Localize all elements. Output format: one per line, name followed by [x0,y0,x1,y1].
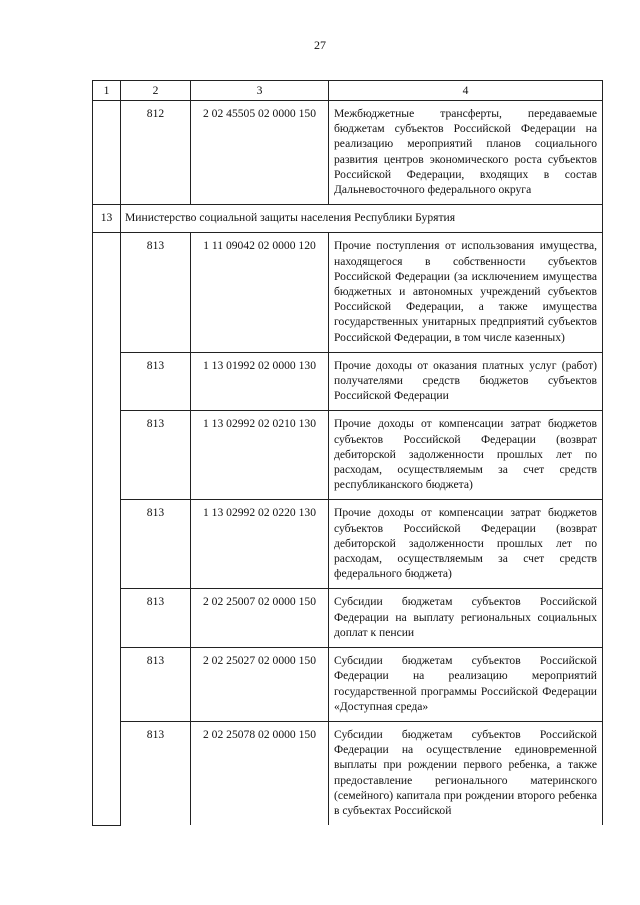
revenue-description-cell: Прочие доходы от оказания платных услуг (работ) получателями средств бюджетов субъектов Российской Федерации [329,352,603,411]
revenue-description-cell: Субсидии бюджетам субъектов Российской Федерации на осуществление единовременной выплаты при рождении первого ребенка, а также предоставление регионального материнского (семейного) капитала при рождении второго ребенка в субъектах Российской [329,721,603,825]
table-row [93,233,603,352]
revenue-code-cell: 1 13 02992 02 0210 130 [191,411,329,500]
admin-code-cell: 813 [121,721,191,825]
admin-code-cell: 812 [121,101,191,205]
admin-code-cell: 813 [121,233,191,352]
revenue-code-cell: 1 13 02992 02 0220 130 [191,500,329,589]
section-number: 13 [93,205,121,233]
revenue-codes-table [92,80,603,826]
section-row [93,205,603,233]
section-title: Министерство социальной защиты населения Республики Бурятия [121,205,603,233]
page-number: 27 [314,38,326,52]
table-row [93,721,603,825]
header-cell-1: 1 [93,81,121,101]
table-row [93,589,603,648]
header-cell-4: 4 [329,81,603,101]
row-number-cell [93,233,121,825]
header-cell-3: 3 [191,81,329,101]
revenue-description-cell: Межбюджетные трансферты, передаваемые бюджетам субъектов Российской Федерации на реализацию мероприятий планов социального развития центров экономического роста субъектов Российской Федерации, входящих в состав Дальневосточного федерального округа [329,101,603,205]
admin-code-cell: 813 [121,648,191,722]
header-cell-2: 2 [121,81,191,101]
revenue-code-cell: 2 02 25027 02 0000 150 [191,648,329,722]
revenue-description-cell: Субсидии бюджетам субъектов Российской Федерации на выплату региональных социальных доплат к пенсии [329,589,603,648]
revenue-description-cell: Прочие поступления от использования имущества, находящегося в собственности субъектов Российской Федерации (за исключением имущества бюджетных и автономных учреждений субъектов Российской Федерации, а также имущества государственных унитарных предприятий субъектов Российской Федерации, в том числе казенных) [329,233,603,352]
revenue-description-cell: Прочие доходы от компенсации затрат бюджетов субъектов Российской Федерации (возврат дебиторской задолженности прошлых лет по расходам, осуществляемым за счет средств федерального бюджета) [329,500,603,589]
table-row [93,352,603,411]
admin-code-cell: 813 [121,411,191,500]
table-row [93,411,603,500]
revenue-description-cell: Субсидии бюджетам субъектов Российской Федерации на реализацию мероприятий государственной программы Российской Федерации «Доступная среда» [329,648,603,722]
revenue-description-cell: Прочие доходы от компенсации затрат бюджетов субъектов Российской Федерации (возврат дебиторской задолженности прошлых лет по расходам, осуществляемым за счет средств республиканского бюджета) [329,411,603,500]
table-row [93,101,603,205]
revenue-code-cell: 2 02 45505 02 0000 150 [191,101,329,205]
table-row [93,648,603,722]
admin-code-cell: 813 [121,589,191,648]
row-number-cell [93,101,121,205]
table-header-row [93,81,603,101]
admin-code-cell: 813 [121,500,191,589]
revenue-code-cell: 1 13 01992 02 0000 130 [191,352,329,411]
revenue-code-cell: 2 02 25078 02 0000 150 [191,721,329,825]
revenue-code-cell: 2 02 25007 02 0000 150 [191,589,329,648]
table-row [93,500,603,589]
revenue-code-cell: 1 11 09042 02 0000 120 [191,233,329,352]
admin-code-cell: 813 [121,352,191,411]
